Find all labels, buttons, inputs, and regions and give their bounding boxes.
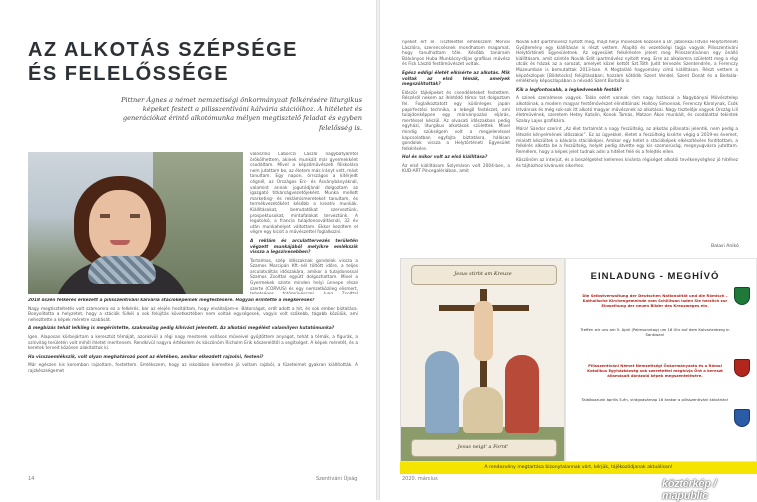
- interview-question: Ha visszaemlékszik, volt olyan meghatározó pont az életében, amikor elkezdett rajzolni, festeni?: [28, 354, 264, 360]
- portrait-mouth: [110, 240, 130, 245]
- left-page: [0, 0, 376, 500]
- crest-column-3: [734, 409, 750, 427]
- invitation-text-panel: [565, 258, 757, 462]
- left-column-2: [250, 152, 358, 294]
- interview-question: Hol és mikor volt az első kiállítása?: [402, 155, 488, 161]
- portrait-face: [89, 190, 151, 262]
- invitation-text-de-1: Die Selbstverwaltung der Deutschen Nationalität und die Römisch – Katholische Kirchengemeinde vom Schilliwan laden Sie herzlich zur Einweihung der neuen Bilder des Kreuzweges ein.: [582, 293, 728, 308]
- interview-question: Egész eddigi életét elkísérte az alkotás. Mik voltak az első témák, amelyek megszólították?: [402, 70, 510, 88]
- invitation-text-hu-2: Találkozzunk április 5-én, virágvasárnap 16 órakor a pilisszentiváni kálvárián!: [581, 397, 729, 402]
- interview-question: A reklám és arculattervezés területén végzett munkájából melyikre emlékszik vissza a legszívesebben?: [250, 238, 358, 256]
- interview-answer: nyeket ért el. Tisztelettel emlékszem Morvai Lászlóra, szerencsésnek mondhatom magamat, hogy tanulhattam tőle. Később tanáraim Bálványos Huba Munkácsy-díjas grafikus művész és Fick László festőművészet voltak.: [402, 40, 510, 68]
- folio-publication: Szentiváni Újság: [316, 476, 358, 482]
- title-line-1: AZ ALKOTÁS SZÉPSÉGE: [28, 39, 299, 61]
- folio-date: 2020. március: [402, 476, 438, 482]
- author-signature: Balasi Anikó: [711, 244, 739, 249]
- interview-answer: Köszönöm az interjút, és a beszélgetést kellemes kívánta régiséget alkotói tevékenységhez jó hitéhez és tájházhoz kívánunk sikerhez.: [516, 158, 738, 169]
- notice-banner: A rendezvény megtartása bizonytalannak várt, kérjük, tájékozódjanak aktuálisan!: [400, 462, 757, 474]
- painting-caption-bottom: Jesus neigt' a Fornt': [457, 444, 509, 450]
- crest-column: [734, 287, 750, 305]
- invitation-heading: EINLADUNG - MEGHÍVÓ: [590, 271, 720, 282]
- interview-answer: Mára! Sándor szerint „Az élet tartalmát a nagy feszültség, az alkotás pillanatai jelentik, nem pedig a létezés kényelmének időszakai”. Ez az ügyekkel, életet a feszültség kisérte végig a 2019-es évemet, mialatt készültek a kálvária stációképei. Amikor egy hetet a stációképek elkészítésére fordítottam, a felkérés alkotta be a feszültség, helyét pedig átvette egy kis szomorúság, megnyugvásra jutottam. Remélem, hogy a képek jelet tudnak adni a hitélet felé és a felejtés ellen.: [516, 127, 738, 155]
- interview-question: A megbízás tehát lelkileg is megérintette, szakmailag pedig kihívást jelentett. Az alkotási megélést valamilyen kutatómunka?: [28, 326, 335, 332]
- interview-answer: Nagy megtiszteltetés volt számomra ez a felkérés, bár az elején hezitáltam, hogy elvállaljam-e. Bátorságot, erőt adott a hit, és sok ember biztatása. Bonyolította a helyzetet, hogy a stációk fülkéi a sok felújítás következtében nem voltak egységesek, vagyis volt szűkebb, tágabb közülük, ami nehezítette a képek méretre szabását.: [28, 306, 358, 323]
- interview-answer: Az első kiállításom Solymáron volt 2004-ben, a KUD-ART Pincegalériában, amit: [402, 163, 510, 175]
- article-title: [28, 38, 358, 86]
- title-line-2: ÉS FELELŐSSÉGE: [28, 63, 230, 85]
- green-crest-icon: [734, 287, 750, 305]
- interview-answer: Tartalmas, szép időszaknak gondolok vissza a Szamos Marcipán Kft.-nél töltött időre, a teljes arculatváltás időszakára, amikor a tulajdonossal Szamos Zsolttal együtt dolgozhattam. Mivel a Gyermekek szinte minden helyi ünnepe része szerte (CORVUS) és egy nemzetközileg elismert,: [250, 258, 358, 292]
- interview-answer: Már egészen kis koromban rajzoltam, festettem. Emlékszem, hogy az iskolában kiemelten jó voltam rajzból, a füzeteimet gyakran kiállították. A rajzkészségemet: [28, 363, 358, 374]
- right-column-2: [516, 40, 738, 242]
- left-column-1: [28, 298, 358, 472]
- invitation-poster: [400, 258, 757, 462]
- page-number-left: 14: [28, 476, 35, 482]
- crucifixion-painting: [400, 258, 565, 462]
- portrait-photo: [28, 152, 243, 294]
- invitation-text-de-2: Treffen wir uns am 5. April (Palmsonntag) um 16 Uhr auf dem Kalvarienberg in Santiwan!: [580, 327, 730, 337]
- interview-question: 2018 őszén felkérés érkezett a pilisszentiváni kálvária stációképeinek megfestésére. Hogyan érintette a megkeresés?: [28, 298, 315, 303]
- interview-answer: Novák Edit ipartművész nyitott meg, majd helyi művészek közösen a Dr. Jablonkai István Helytörténeti Gyűjtemény egy kiállításán is részt vettem. Alapító és vezetőségi tagja vagyok Pilisszentiváni Helytörténeti Egyesületnek. Az egyesület felkérésére jelent meg Pilisszentivánon egy önálló kiállításom, amit szintén Novák Edit ipartművész nyitott meg. Erre az alkalomra született meg a régi utcák és házak az a sorozat, amelyet közel kettőt Szt.Tóth Judit tervezés Szentendrén, a Ferenczy Múzeumban is bemutattak 2013-ban. A Megtaláló hagyomány című kiállításon. Részt vettem a képzőszlopok [Bildstocks] felújításában; hozzám kötődik Szent Vendel, Szent Donát és a Borbála-emlékhely képoszlopában a névadó Szent Borbála is.: [516, 40, 738, 85]
- interview-answer: Először tájképeket és csendéleteket festettem. Részéről nekem az ihletődő téma: tat dolgoztam fel. Foglalkoztatott egy különleges japán papírfestési technika, a lebegő festészet, ami tulajdonképpen egy márványozási eljárás, mertéssel készül. Az olvasati időszakban pedig egyházi, liturgikus alkotások születtek. Mivel mindig szükségem volt a megjelenéssel kapcsolatban egyfajta biztatásra, hálásan gondolok vissza a Helytörténeti Egyesület felkérésére.: [402, 90, 510, 152]
- mourner-figure-left: [425, 351, 459, 433]
- interview-answer: valószínű Laborczi László nagybátyámtól örökölhettem, akinek munkáit már gyermekként csodáltam. Mivel a képzőművészeti főiskolára nem jutottam be, az életem más irányt vett, mást tanultam. Egy napon, órrszágos a kitérjedt cégnél, az Országos Erc- és Ásványbányáknál, valamint annak jogutódjánál dolgoztam az igazgató titkárságvezetőjeként. Munka mellett marketing- és reklámismereteket tanultam, és termékvezetőként később a kreatív munkák. Kiállításokat, bemutatókat szerveztünk, prospektusokat, mintafalakat terveztünk. A legutolsó, a francia tulajdonosváltásnál, 32 év után munkahelyet váltottam. Ekkor kezdtem el végre egy kicsit a művészettel foglalkozni.: [250, 152, 358, 236]
- portrait-eyes: [100, 214, 140, 218]
- interview-question: Kik a legfontosabb, a legkedvesebb festők?: [516, 87, 622, 93]
- crucified-figure: [474, 301, 493, 361]
- interview-answer: Igen. Alaposan körbejártam a keresztút témáját, azonkívül a régi nagy mesterek vallásos műveivel gyűjtöttem anyagot, tehát a témák, a figurák, a színvilág területén volt mihől ihletet merítenem. Rendkívül nagyra értékelem és köszönöm Richolm Erik kőszerelőtől a segítséget. A képek méretét, és a keretek terveit közösen alakítottuk ki.: [28, 334, 358, 352]
- painting-caption-top: Jesus stirbt am Kreuze: [454, 271, 512, 277]
- invitation-text-hu-1: Pilisszentiváni Német Nemzetiségi Önkormányzata és a Római Katolikus Egyházközség sok szeretettel meghívja Önt a kereszt állomásait ábrázoló képek megszentelésére.: [587, 363, 723, 378]
- source-watermark: köztérkép / mapublic: [662, 478, 717, 502]
- article-lead: Pittner Ágnes a német nemzetiségi önkormányzat felkérésére liturgikus képeket festett a pilisszentiváni kálvária stációihoz. A hitéletet és generációkat érintő alkotómunka mélyen megtisztelő feladat és egyben felelősség is.: [121, 96, 362, 132]
- right-column-1: [402, 40, 510, 250]
- interview-answer: A szinek szeralmese vagyok. Talán ezért vannak rám nagy hatással a Nagybányai Művésztelep alkotóinak, a modern magyar festőművészet elindítóinak: Hollósy Simonnak, Ferenczy Károlynak, Csók Istvánnak és még sok-sok itt alkotó magyar művésznek az alkotásai. Nagy tisztelője vagyok Ország Lili életművének, szeretem Hetey Katalin, Konok Tamás, Matzon Ákos munkáit, és csodálattal tekintek Szalay Lajos grafikáira.: [516, 96, 738, 124]
- blue-crest-icon: [734, 409, 750, 427]
- kneeling-figure: [463, 387, 503, 433]
- portrait-scarf: [88, 256, 156, 284]
- crest-column-2: [734, 359, 750, 377]
- mourner-figure-right: [505, 355, 539, 433]
- red-crest-icon: [734, 359, 750, 377]
